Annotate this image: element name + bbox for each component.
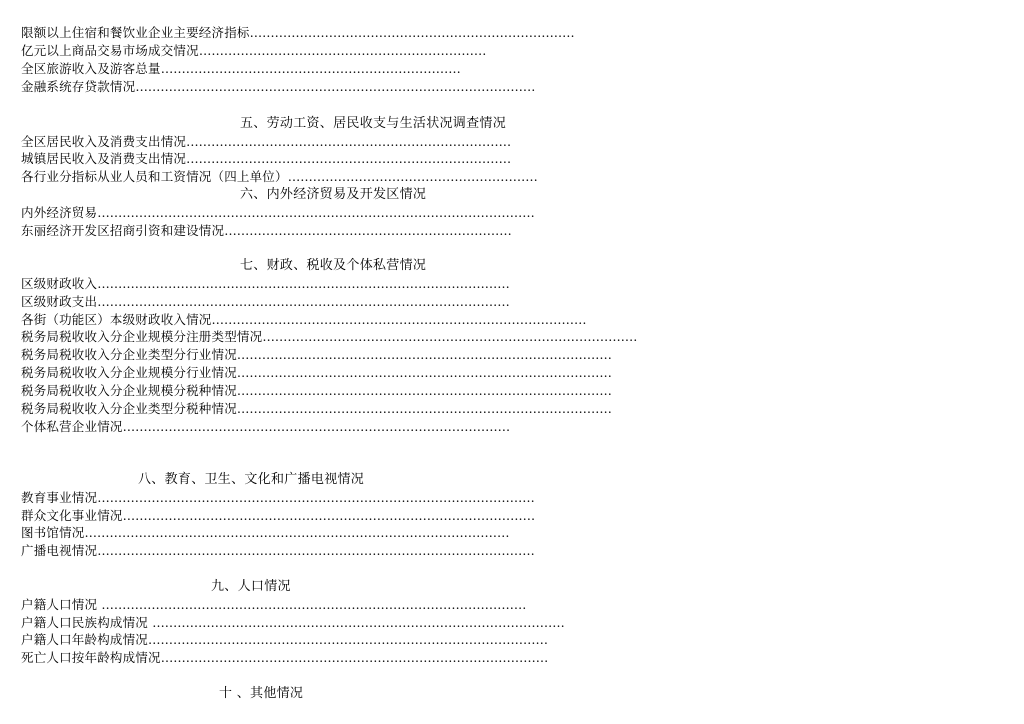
toc-entry-title: 税务局税收收入分企业规模分行业情况 bbox=[21, 365, 237, 380]
toc-entry bbox=[21, 168, 538, 186]
toc-entry-title: 税务局税收收入分企业类型分税种情况 bbox=[21, 401, 237, 416]
toc-entry-title: 区级财政支出 bbox=[21, 294, 98, 309]
toc-entry-title: 全区旅游收入及游客总量 bbox=[21, 61, 161, 76]
toc-entry-title: 税务局税收收入分企业规模分注册类型情况 bbox=[21, 329, 263, 344]
toc-leader-dots: ……………………………………………………………………………… bbox=[236, 365, 612, 380]
toc-entry-title: 群众文化事业情况 bbox=[21, 508, 123, 523]
toc-leader-dots: ……………………………………………………………………………………… bbox=[152, 615, 565, 630]
toc-leader-dots: ……………………………………………………………… bbox=[160, 61, 461, 76]
toc-leader-dots: …………………………………………………………………………………………… bbox=[97, 205, 535, 220]
toc-entry bbox=[21, 524, 510, 542]
toc-entry bbox=[21, 328, 637, 346]
toc-entry bbox=[21, 596, 526, 614]
toc-entry-title: 各行业分指标从业人员和工资情况（四上单位） bbox=[21, 169, 288, 184]
toc-entry bbox=[21, 222, 512, 240]
toc-entry bbox=[21, 133, 511, 151]
toc-entry-title: 广播电视情况 bbox=[21, 543, 98, 558]
toc-leader-dots: …………………………………………………………………………………………… bbox=[97, 543, 535, 558]
toc-leader-dots: ………………………………………………………………………………………… bbox=[101, 597, 527, 612]
section-heading: 六、内外经济贸易及开发区情况 bbox=[240, 187, 427, 202]
toc-entry-title: 亿元以上商品交易市场成交情况 bbox=[21, 43, 199, 58]
toc-entry bbox=[21, 542, 535, 560]
toc-entry-title: 内外经济贸易 bbox=[21, 205, 98, 220]
toc-entry-title: 税务局税收收入分企业类型分行业情况 bbox=[21, 347, 237, 362]
toc-leader-dots: …………………………………………………………………………………… bbox=[148, 632, 549, 647]
toc-leader-dots: ………………………………………………………………………………… bbox=[122, 419, 511, 434]
toc-entry bbox=[21, 507, 535, 525]
toc-entry-title: 个体私营企业情况 bbox=[21, 419, 123, 434]
toc-entry bbox=[21, 418, 510, 436]
toc-leader-dots: …………………………………………………………… bbox=[198, 43, 487, 58]
toc-leader-dots: …………………………………………………………………… bbox=[186, 134, 512, 149]
toc-entry bbox=[21, 614, 565, 632]
section-heading: 十 、其他情况 bbox=[219, 686, 304, 701]
toc-entry-title: 区级财政收入 bbox=[21, 276, 98, 291]
toc-entry bbox=[21, 204, 535, 222]
toc-entry bbox=[21, 24, 575, 42]
toc-entry bbox=[21, 150, 511, 168]
toc-leader-dots: …………………………………………………………………………………… bbox=[135, 79, 536, 94]
toc-entry bbox=[21, 311, 587, 329]
section-heading: 八、教育、卫生、文化和广播电视情况 bbox=[138, 472, 365, 487]
toc-entry-title: 户籍人口情况 bbox=[21, 597, 102, 612]
toc-leader-dots: ……………………………………………………………………………… bbox=[236, 383, 612, 398]
toc-entry bbox=[21, 631, 548, 649]
toc-leader-dots: ………………………………………………………………………………………… bbox=[84, 525, 510, 540]
toc-leader-dots: …………………………………………………………………… bbox=[249, 25, 575, 40]
toc-leader-dots: ……………………………………………………………………………… bbox=[262, 329, 638, 344]
toc-entry bbox=[21, 364, 612, 382]
toc-leader-dots: ……………………………………………………………………………………… bbox=[97, 276, 510, 291]
section-heading: 九、人口情况 bbox=[211, 579, 291, 594]
toc-entry-title: 户籍人口民族构成情况 bbox=[21, 615, 153, 630]
toc-entry-title: 东丽经济开发区招商引资和建设情况 bbox=[21, 223, 225, 238]
toc-entry-title: 死亡人口按年龄构成情况 bbox=[21, 650, 161, 665]
toc-entry bbox=[21, 42, 486, 60]
toc-leader-dots: …………………………………………………… bbox=[287, 169, 538, 184]
toc-leader-dots: …………………………………………………………… bbox=[224, 223, 512, 238]
toc-leader-dots: ……………………………………………………………………………… bbox=[236, 347, 612, 362]
toc-entry bbox=[21, 346, 612, 364]
toc-leader-dots: ……………………………………………………………………………… bbox=[236, 401, 612, 416]
toc-leader-dots: ………………………………………………………………………………… bbox=[160, 650, 549, 665]
toc-entry-title: 图书馆情况 bbox=[21, 525, 85, 540]
toc-entry bbox=[21, 275, 510, 293]
toc-entry-title: 户籍人口年龄构成情况 bbox=[21, 632, 149, 647]
toc-entry bbox=[21, 78, 535, 96]
section-heading: 七、财政、税收及个体私营情况 bbox=[240, 258, 427, 273]
toc-entry bbox=[21, 382, 612, 400]
toc-leader-dots: …………………………………………………………………………………………… bbox=[97, 490, 535, 505]
toc-leader-dots: ……………………………………………………………………………… bbox=[211, 312, 587, 327]
toc-entry-title: 限额以上住宿和餐饮业企业主要经济指标 bbox=[21, 25, 250, 40]
toc-entry bbox=[21, 649, 548, 667]
section-heading: 五、劳动工资、居民收支与生活状况调查情况 bbox=[240, 116, 507, 131]
toc-entry-title: 各街（功能区）本级财政收入情况 bbox=[21, 312, 212, 327]
toc-entry bbox=[21, 293, 510, 311]
toc-entry-title: 教育事业情况 bbox=[21, 490, 98, 505]
toc-leader-dots: ……………………………………………………………………………………… bbox=[97, 294, 510, 309]
toc-entry bbox=[21, 400, 612, 418]
toc-entry bbox=[21, 489, 535, 507]
toc-entry-title: 城镇居民收入及消费支出情况 bbox=[21, 151, 187, 166]
toc-entry-title: 税务局税收收入分企业规模分税种情况 bbox=[21, 383, 237, 398]
toc-leader-dots: ……………………………………………………………………………………… bbox=[122, 508, 536, 523]
toc-entry bbox=[21, 60, 461, 78]
toc-entry-title: 全区居民收入及消费支出情况 bbox=[21, 134, 187, 149]
toc-entry-title: 金融系统存贷款情况 bbox=[21, 79, 136, 94]
toc-leader-dots: …………………………………………………………………… bbox=[186, 151, 512, 166]
